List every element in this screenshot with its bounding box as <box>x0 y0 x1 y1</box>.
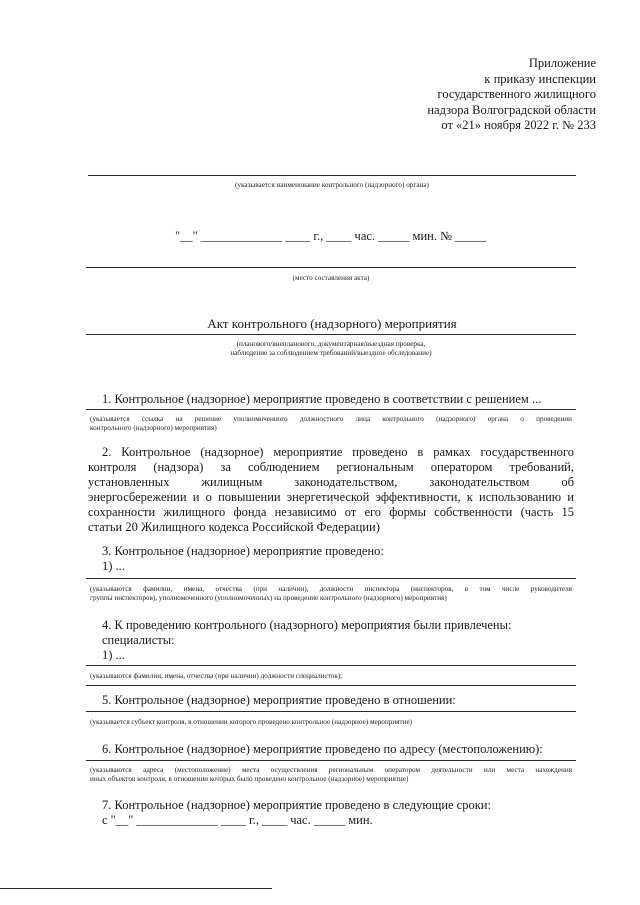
section-6-line[interactable] <box>86 760 576 761</box>
act-type-line[interactable] <box>86 334 576 335</box>
section-2-line-4: энергосбережении и о повышении энергетической эффективности, к использованию и <box>88 490 574 504</box>
act-place-line[interactable] <box>86 267 576 268</box>
organ-name-caption: (указывается наименование контрольного (надзорного) органа) <box>235 181 429 189</box>
section-1-caption-2: контрольного (надзорного) мероприятия) <box>90 424 217 432</box>
section-2-line-6: статьи 20 Жилищного кодекса Российской Федерации) <box>88 520 380 534</box>
header-line: надзора Волгоградской области <box>427 102 596 117</box>
section-3-caption-1: (указываются фамилии, имена, отчества (при наличии), должности инспектора (инспекторов, в том числе руководителя <box>90 585 572 593</box>
section-1-caption-1: (указывается ссылка на решение уполномоченного должностного лица контрольного (надзорного) органа о проведении <box>90 415 572 423</box>
section-2-line-3: установленных жилищным законодательством, законодательством об <box>88 475 574 489</box>
section-5-text: 5. Контрольное (надзорное) мероприятие проведено в отношении: <box>102 693 456 707</box>
section-1-line[interactable] <box>86 409 576 410</box>
section-5-line[interactable] <box>86 711 576 712</box>
section-3-item[interactable]: 1) ... <box>102 559 125 573</box>
section-4-line[interactable] <box>86 665 576 666</box>
header-line: Приложение <box>528 56 596 70</box>
section-2-line-5: сохранности жилищного фонда независимо от его формы собственности (часть 15 <box>88 505 574 519</box>
section-4-caption: (указываются фамилии, имена, отчества (при наличии) должности специалистов); <box>90 672 343 680</box>
act-type-caption-2: наблюдение за соблюдением требований/выездное обследование) <box>230 349 432 357</box>
section-3-text: 3. Контрольное (надзорное) мероприятие проведено: <box>102 544 384 558</box>
section-2-line-2: контроля (надзора) за соблюдением региональным оператором требований, <box>88 460 574 474</box>
header-line: к приказу инспекции <box>484 71 596 86</box>
section-3-line[interactable] <box>86 578 576 579</box>
header-line: от «21» ноября 2022 г. № 233 <box>441 118 596 132</box>
act-place-caption: (место составления акта) <box>292 274 370 282</box>
section-4-divider <box>86 685 576 686</box>
act-type-caption-1: (планового/внепланового, документарная/выездная проверка, <box>236 340 426 348</box>
section-2-line-1: 2. Контрольное (надзорное) мероприятие проведено в рамках государственного <box>102 445 574 459</box>
section-5-caption: (указывается субъект контроля, в отношении которого проведено контрольное (надзорное) мероприятие) <box>90 718 413 726</box>
section-4-line-2: специалисты: <box>102 633 175 647</box>
order-annex-header <box>427 56 596 134</box>
section-4-line-1: 4. К проведению контрольного (надзорного) мероприятия были привлечены: <box>102 618 512 632</box>
section-7-date-line[interactable]: с "__" _____________ ____ г., ____ час. _____ мин. <box>102 813 373 827</box>
footnote-separator <box>0 888 272 889</box>
section-3-caption-2: группы инспекторов), уполномоченного (уполномоченных) на проведение контрольного (надзорного) мероприятия) <box>90 594 447 602</box>
section-7-line-1: 7. Контрольное (надзорное) мероприятие проведено в следующие сроки: <box>102 798 491 812</box>
organ-name-line[interactable] <box>88 175 576 176</box>
section-6-caption-1: (указываются адреса (местоположение) места осуществления региональным оператором деятельности или места нахождения <box>90 766 572 774</box>
document-title: Акт контрольного (надзорного) мероприятия <box>207 316 457 331</box>
header-line: государственного жилищного <box>437 87 596 101</box>
section-1-text: 1. Контрольное (надзорное) мероприятие проведено в соответствии с решением ... <box>102 392 542 406</box>
section-4-item[interactable]: 1) ... <box>102 648 125 662</box>
section-6-caption-2: иных объектов контроля, в отношении которых было проведено контрольное (надзорное) мероприятие) <box>90 775 409 783</box>
section-6-text: 6. Контрольное (надзорное) мероприятие проведено по адресу (местоположению): <box>102 742 543 756</box>
date-number-line[interactable]: "__" _____________ ____ г., ____ час. _____ мин. № _____ <box>175 229 487 243</box>
